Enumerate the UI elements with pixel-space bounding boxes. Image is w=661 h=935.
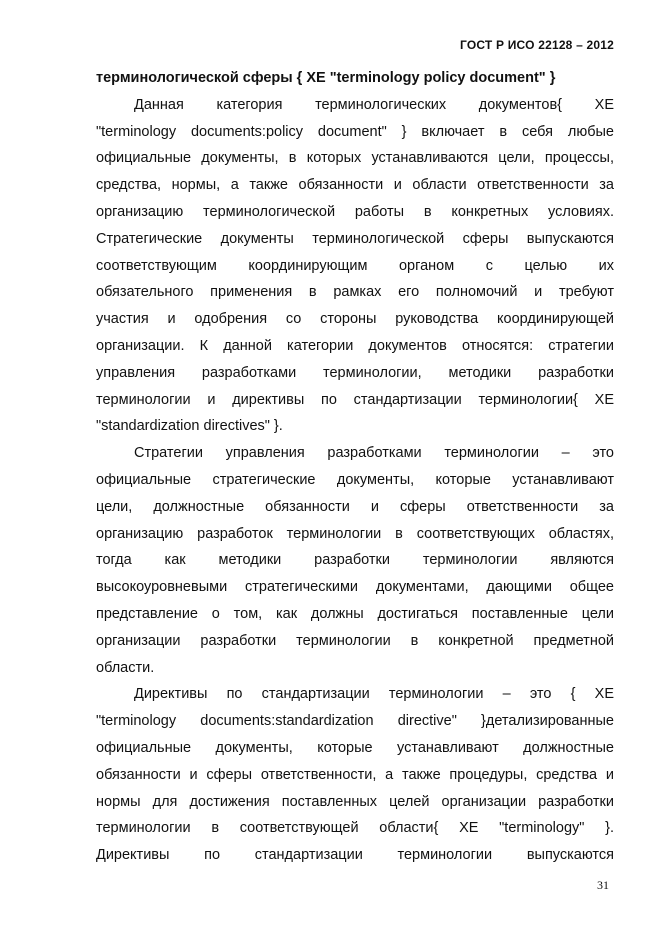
text-line: "terminology documents:standardization directive" }детализированные <box>96 713 614 730</box>
text-line: "terminology documents:policy document" } включает в себя любые <box>96 123 614 140</box>
text-line: представление о том, как должны достигаться поставленные цели <box>96 605 614 622</box>
text-line: организацию терминологической работы в конкретных условиях. <box>96 203 614 220</box>
paragraph-1 <box>96 92 614 440</box>
text-line: "standardization directives" }. <box>96 418 283 435</box>
text-line: Директивы по стандартизации терминологии – это { XE <box>134 686 614 703</box>
text-line: Данная категория терминологических документов{ XE <box>134 96 614 113</box>
text-line: области. <box>96 659 155 676</box>
text-line: обязанности и сферы ответственности, а также процедуры, средства и <box>96 766 614 783</box>
text-line: цели, должностные обязанности и сферы ответственности за <box>96 498 614 515</box>
text-line: терминологии и директивы по стандартизации терминологии{ XE <box>96 391 614 408</box>
page-header: ГОСТ Р ИСО 22128 – 2012 <box>459 38 614 52</box>
text-line: официальные стратегические документы, которые устанавливают <box>96 471 614 488</box>
paragraph-2 <box>96 440 614 681</box>
text-line: тогда как методики разработки терминологии являются <box>96 552 614 569</box>
text-line: соответствующим координирующим органом с целью их <box>96 257 614 274</box>
document-body <box>96 65 614 869</box>
text-line: средства, нормы, а также обязанности и области ответственности за <box>96 177 614 194</box>
text-line: участия и одобрения со стороны руководства координирующей <box>96 311 614 328</box>
text-line: организации разработки терминологии в конкретной предметной <box>96 632 614 649</box>
paragraph-3 <box>96 681 614 869</box>
text-line: обязательного применения в рамках его полномочий и требуют <box>96 284 614 301</box>
text-line: управления разработками терминологии, методики разработки <box>96 364 614 381</box>
text-line: Директивы по стандартизации терминологии выпускаются <box>96 847 614 864</box>
text-line: официальные документы, которые устанавливают должностные <box>96 739 614 756</box>
text-line: Стратегии управления разработками терминологии – это <box>134 445 614 462</box>
text-line: терминологии в соответствующей области{ XE "terminology" }. <box>96 820 614 837</box>
text-line: организации. К данной категории документов относятся: стратегии <box>96 337 614 354</box>
page-number: 31 <box>597 878 609 892</box>
text-line: организацию разработок терминологии в соответствующих областях, <box>96 525 614 542</box>
text-line: Стратегические документы терминологической сферы выпускаются <box>96 230 614 247</box>
text-line: официальные документы, в которых устанавливаются цели, процессы, <box>96 150 614 167</box>
section-heading: терминологической сферы { XE "terminology policy document" } <box>96 70 556 86</box>
text-line: нормы для достижения поставленных целей организации разработки <box>96 793 614 810</box>
text-line: высокоуровневыми стратегическими документами, дающими общее <box>96 579 614 596</box>
